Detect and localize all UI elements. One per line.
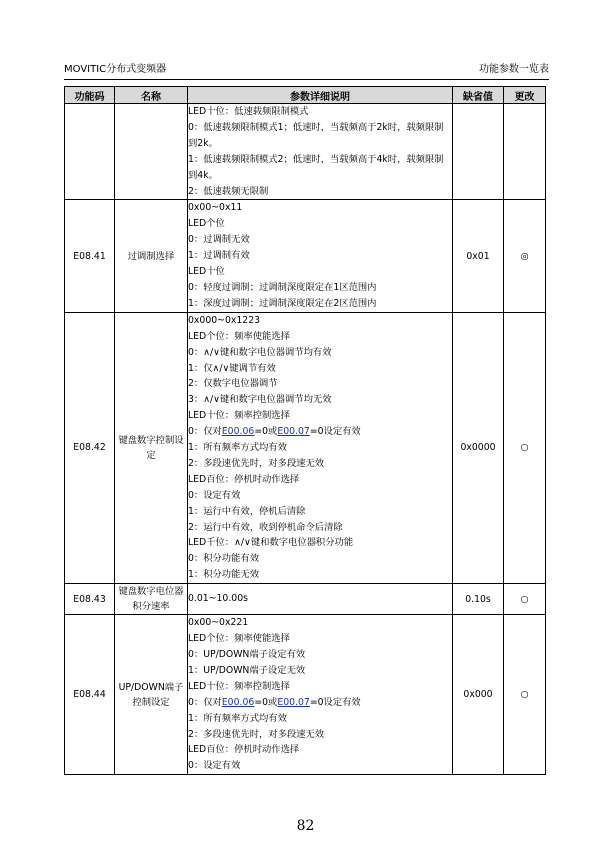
desc-line: 1：过调制有效 [188,250,250,262]
desc-line: 2：运行中有效，收到停机命令后清除 [188,521,343,533]
desc-line: 0x00~0x11 [188,202,243,214]
column-header-change: 更改 [504,87,546,104]
desc-line: 1：所有频率方式均有效 [188,442,287,454]
param-default: 0x01 [453,200,504,312]
param-link-e0007[interactable]: E00.07 [277,426,310,438]
desc-line: LED千位：∧/∨键和数字电位器积分功能 [188,537,354,549]
desc-line-with-links [188,424,452,440]
desc-line: 1：深度过调制；过调制深度限定在2区范围内 [188,297,377,309]
param-default [453,104,504,200]
desc-line: LED个位 [188,218,225,230]
table-row [65,584,546,615]
desc-line: 0x000~0x1223 [188,314,261,326]
desc-line: LED百位：停机时动作选择 [188,744,300,756]
param-code: E08.42 [65,312,115,583]
link-line-prefix: 0：仅对 [188,696,222,708]
param-link-e0006[interactable]: E00.06 [221,426,255,438]
link-line-mid: =0或 [254,696,278,708]
column-header-code: 功能码 [65,87,115,104]
parameter-table [64,86,546,775]
param-description [188,615,453,775]
param-default: 0x000 [453,615,504,775]
desc-line: LED十位 [188,266,225,278]
desc-line-with-links [188,695,452,711]
param-description [188,312,453,583]
desc-line: 0：UP/DOWN端子设定有效 [188,649,306,660]
link-line-mid: =0或 [254,426,278,438]
param-name: 过调制选择 [115,200,188,312]
param-description [188,200,453,312]
desc-line: 2：多段速优先时，对多段速无效 [188,728,325,740]
table-row [65,104,546,200]
param-name: UP/DOWN端子控制设定 [115,615,188,775]
column-header-default: 缺省值 [453,87,504,104]
page-number: 82 [296,818,315,834]
desc-line: 1：运行中有效，停机后清除 [188,505,306,517]
desc-line: LED十位：低速载频限制模式 [188,106,309,117]
desc-line: LED个位：频率使能选择 [188,633,290,645]
param-name: 键盘数字电位器积分速率 [115,584,188,615]
desc-line: 1：所有频率方式均有效 [188,712,287,724]
param-description [188,584,453,615]
param-change: ○ [504,584,546,615]
desc-line: 0x00~0x221 [188,617,249,629]
param-default: 0x0000 [453,312,504,583]
desc-line: 0：设定有效 [188,760,241,772]
desc-line: 2：仅数字电位器调节 [188,378,278,390]
desc-line: LED十位：频率控制选择 [188,410,290,422]
param-code: E08.43 [65,584,115,615]
desc-line: 1：仅∧/∨键调节有效 [188,362,276,374]
page-header [64,60,549,80]
desc-line: 0：过调制无效 [188,234,250,246]
desc-line: 3：∧/∨键和数字电位器调节均无效 [188,394,332,406]
desc-line: 0：积分功能有效 [188,553,259,565]
desc-line: 1：UP/DOWN端子设定无效 [188,664,306,676]
link-line-suffix: =0设定有效 [309,696,361,708]
desc-line: LED十位：频率控制选择 [188,680,290,692]
desc-line: 0：设定有效 [188,489,241,501]
param-link-e0006[interactable]: E00.06 [221,696,255,708]
desc-line: 0：∧/∨键和数字电位器调节均有效 [188,346,332,358]
column-header-name: 名称 [115,87,188,104]
table-row [65,200,546,312]
param-link-e0007[interactable]: E00.07 [277,696,310,708]
param-name [115,104,188,200]
header-divider [64,79,549,80]
param-default: 0.10s [453,584,504,615]
param-code: E08.44 [65,615,115,775]
param-change: ○ [504,312,546,583]
header-product-title: MOVITIC分布式变频器 [64,64,167,75]
param-description [188,104,453,200]
table-header-row [65,87,546,104]
desc-line: 1：积分功能无效 [188,569,259,581]
desc-line: LED百位：停机时动作选择 [188,473,300,485]
desc-line: 1：低速载频限制模式2；低速时，当载频高于4k时，载频限制到4k。 [188,153,444,181]
param-code [65,104,115,200]
desc-line: 0：低速载频限制模式1；低速时，当载频高于2k时，载频限制到2k。 [188,121,444,149]
desc-line: LED个位：频率使能选择 [188,330,290,342]
table-row [65,312,546,583]
desc-line: 0：轻度过调制；过调制深度限定在1区范围内 [188,281,377,293]
desc-line: 0.01~10.00s [188,593,248,605]
param-change: ○ [504,615,546,775]
desc-line: 2：多段速优先时，对多段速无效 [188,457,325,469]
desc-line: 2：低速载频无限制 [188,185,269,197]
param-name: 键盘数字控制设定 [115,312,188,583]
param-code: E08.41 [65,200,115,312]
link-line-suffix: =0设定有效 [309,426,361,438]
link-line-prefix: 0：仅对 [188,426,222,438]
table-row [65,615,546,775]
column-header-description: 参数详细说明 [188,87,453,104]
param-change [504,104,546,200]
header-section-title: 功能参数一览表 [479,64,549,75]
param-change: ◎ [504,200,546,312]
